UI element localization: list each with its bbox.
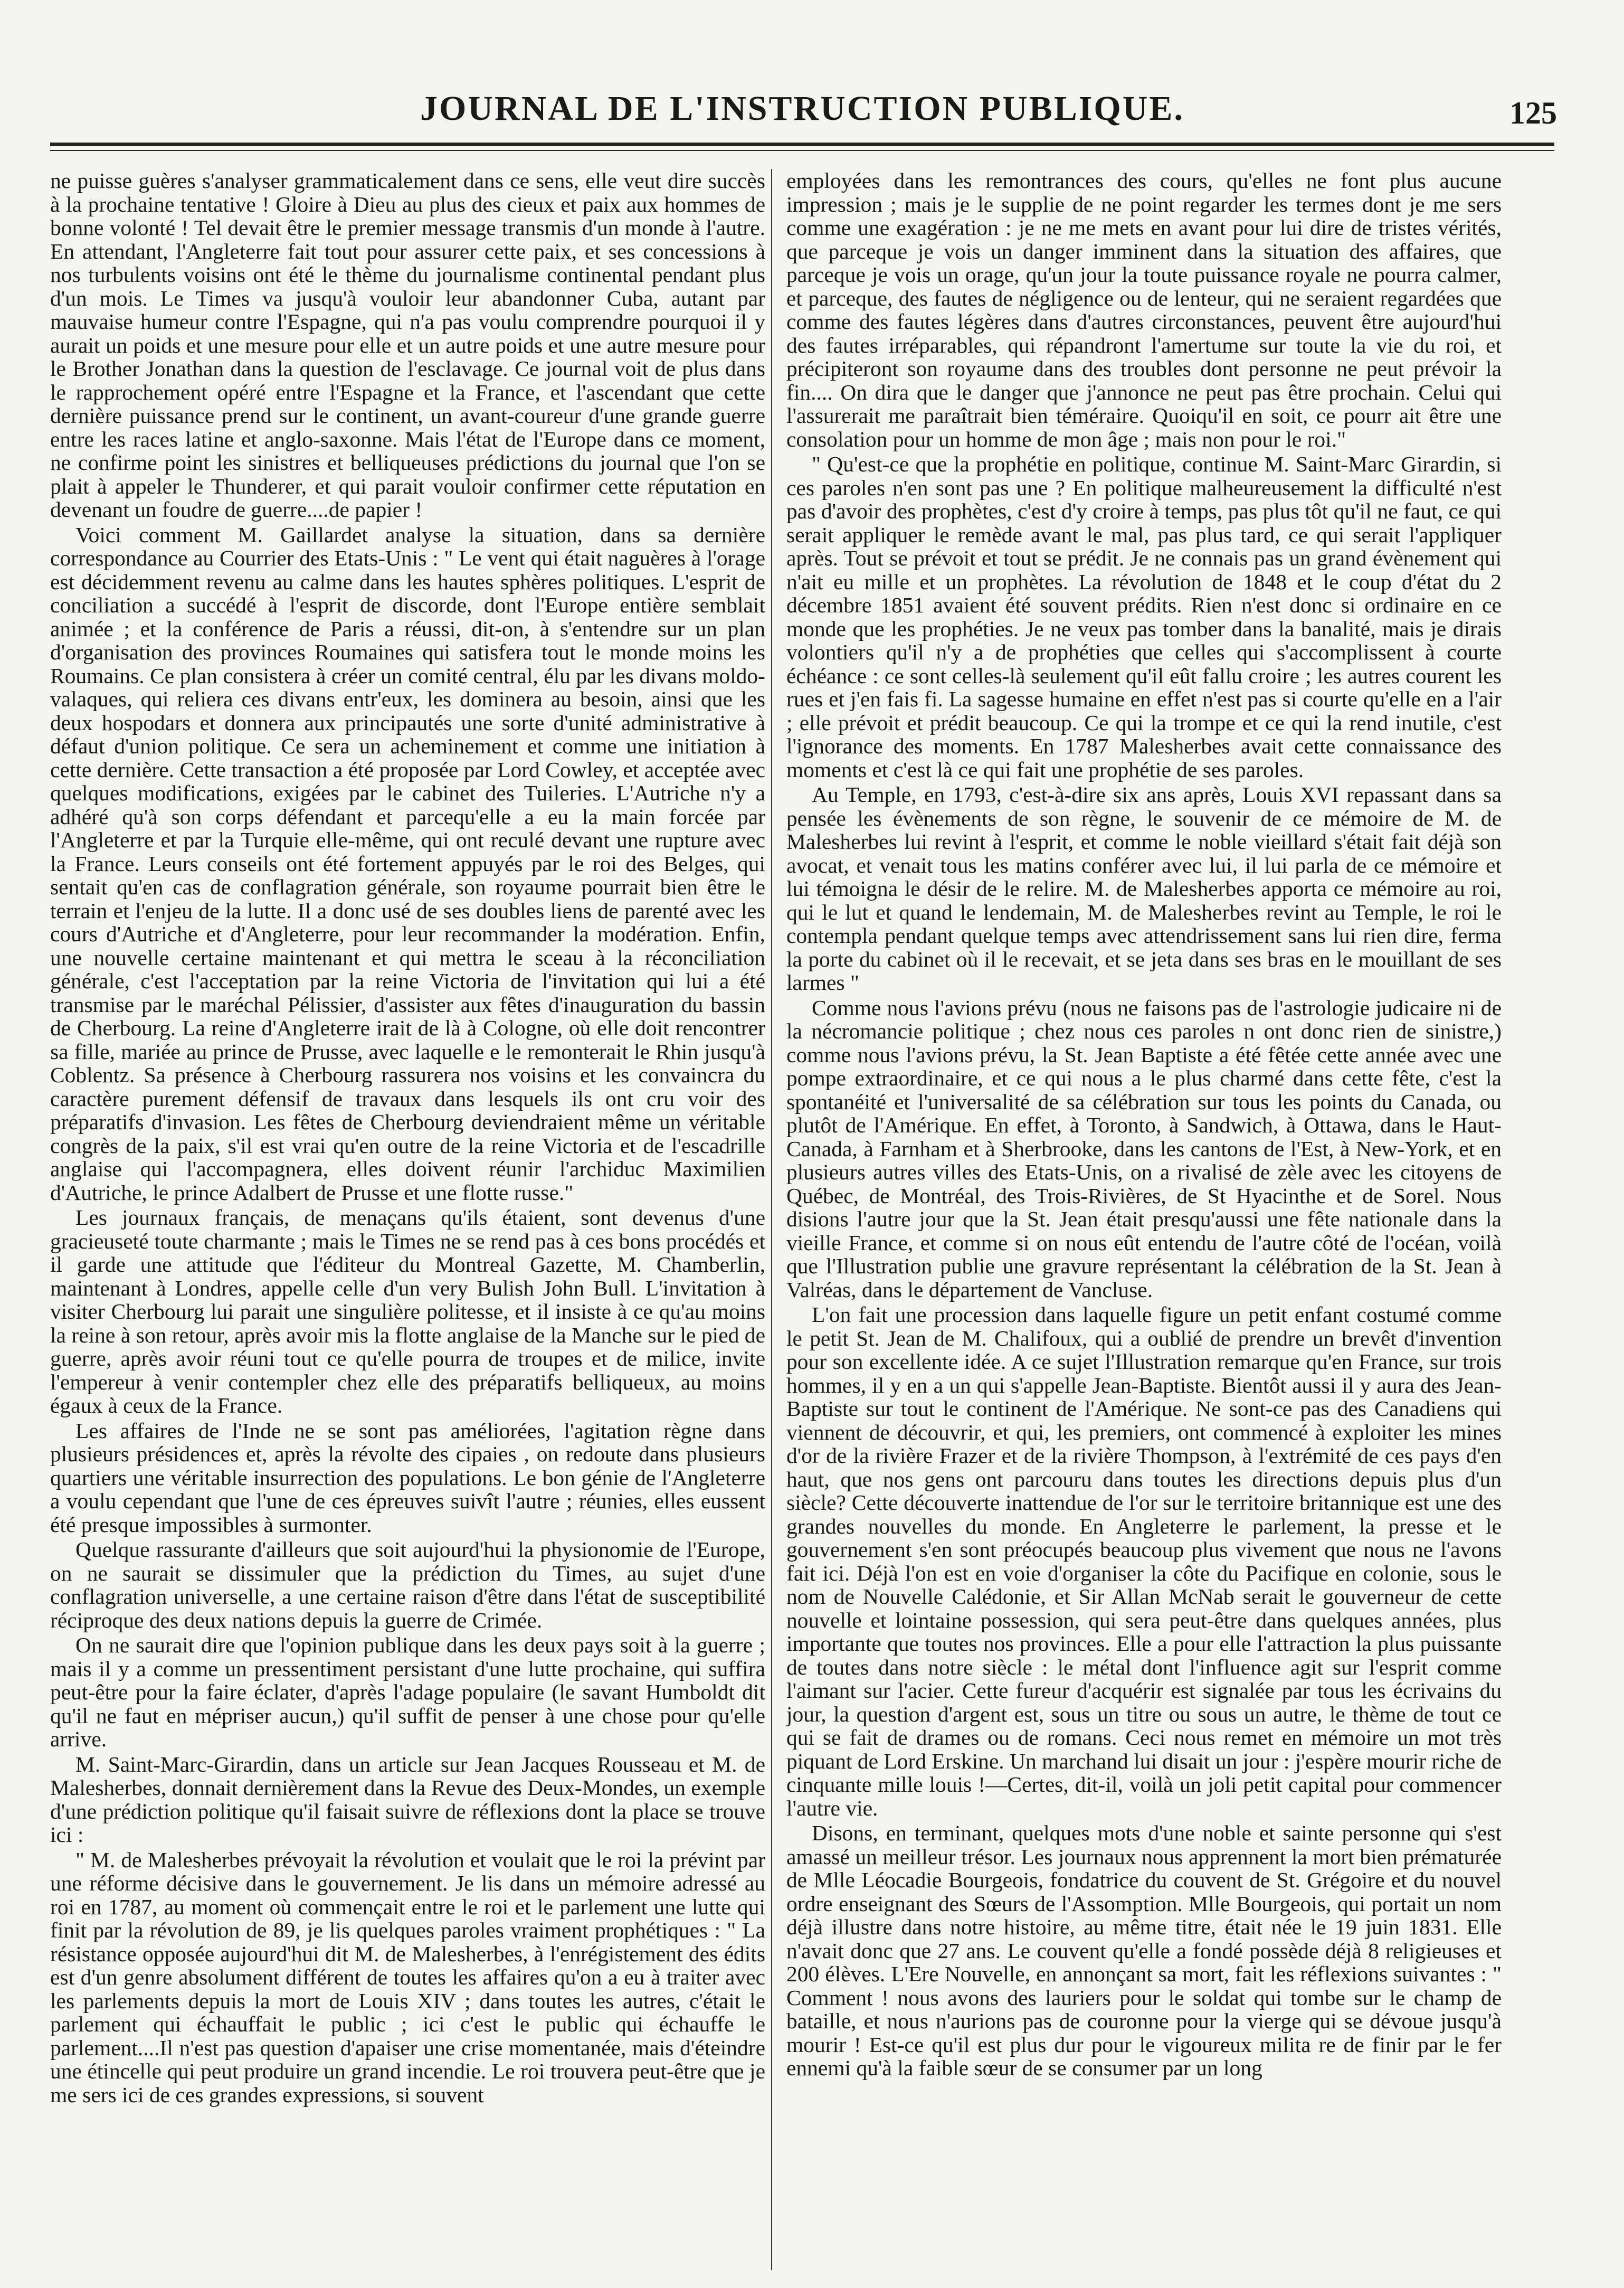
paragraph: On ne saurait dire que l'opinion publique dans les deux pays soit à la guerre ; mais il y a comme un pressentiment persistant d'une lutte prochaine, qui suffira peut-être pour la faire éclater, d'après l'adage populaire (le savant Humboldt dit qu'il ne faut en mépriser aucun,) qu'il suffit de penser à une chose pour qu'elle arrive. [50, 1633, 765, 1751]
paragraph: Les affaires de l'Inde ne se sont pas améliorées, l'agitation règne dans plusieurs présidences et, après la révolte des cipaies , on redoute dans plusieurs quartiers une véritable insurrection des populations. Le bon génie de l'Angleterre a voulu cependant que l'une de ces épreuves suivît l'autre ; réunies, elles eussent été presque impossibles à surmonter. [50, 1418, 765, 1537]
paragraph: Au Temple, en 1793, c'est-à-dire six ans après, Louis XVI repassant dans sa pensée les évènements de son règne, le souvenir de ce mémoire de M. de Malesherbes lui revint à l'esprit, et comme le noble vieillard s'était fait déjà son avocat, et venait tous les matins conférer avec lui, il lui parla de ce mémoire et lui témoigna le désir de le relire. M. de Malesherbes apporta ce mémoire au roi, qui le lut et quand le lendemain, M. de Malesherbes revint au Temple, le roi le contempla pendant quelque temps avec attendrissement sans lui rien dire, ferma la porte du cabinet où il le recevait, et se jeta dans ses bras en le mouillant de ses larmes " [786, 782, 1502, 995]
paragraph: M. Saint-Marc-Girardin, dans un article sur Jean Jacques Rousseau et M. de Malesherbes, donnait dernièrement dans la Revue des Deux-Mondes, un exemple d'une prédiction politique qu'il faisait suivre de réflexions dont la place se trouve ici : [50, 1752, 765, 1847]
paragraph: Comme nous l'avions prévu (nous ne faisons pas de l'astrologie judicaire ni de la nécromancie politique ; chez nous ces paroles n ont donc rien de sinistre,) comme nous l'avions prévu, la St. Jean Baptiste a été fêtée cette année avec une pompe extraordinaire, et ce qui nous a le plus charmé dans cette fête, c'est la spontanéité et l'universalité de sa célébration sur tous les points du Canada, ou plutôt de l'Amérique. En effet, à Toronto, à Sandwich, à Ottawa, dans le Haut-Canada, à Farnham et à Sherbrooke, dans les cantons de l'Est, à New-York, et en plusieurs autres villes des Etats-Unis, on a rivalisé de zèle avec les citoyens de Québec, de Montréal, des Trois-Rivières, de St Hyacinthe et de Sorel. Nous disions l'autre jour que la St. Jean était presqu'aussi une fête nationale dans la vieille France, et comme si on nous eût entendu de l'autre côté de l'océan, voilà que l'Illustration publie une gravure représentant la célébration de la St. Jean à Valréas, dans le département de Vancluse. [786, 995, 1502, 1302]
paragraph: ne puisse guères s'analyser grammaticalement dans ce sens, elle veut dire succès à la prochaine tentative ! Gloire à Dieu au plus des cieux et paix aux hommes de bonne volonté ! Tel devait être le premier message transmis d'un monde à l'autre. En attendant, l'Angleterre fait tout pour assurer cette paix, et ses concessions à nos turbulents voisins ont été le thème du journalisme continental pendant plus d'un mois. Le Times va jusqu'à vouloir leur abandonner Cuba, autant par mauvaise humeur contre l'Espagne, qui n'a pas voulu comprendre pourquoi il y aurait un poids et une mesure pour elle et un autre poids et une autre mesure pour le Brother Jonathan dans la question de l'esclavage. Ce journal voit de plus dans le rapprochement opéré entre l'Espagne et la France, et l'ascendant que cette dernière puissance prend sur le continent, un avant-coureur d'une grande guerre entre les races latine et anglo-saxonne. Mais l'état de l'Europe dans ce moment, ne confirme point les sinistres et belliqueuses prédictions du journal que l'on se plait à appeler le Thunderer, et qui parait vouloir confirmer cette réputation en devenant un foudre de guerre....de papier ! [50, 169, 765, 522]
paragraph: Disons, en terminant, quelques mots d'une noble et sainte personne qui s'est amassé un meilleur trésor. Les journaux nous apprennent la mort bien prématurée de Mlle Léocadie Bourgeois, fondatrice du couvent de St. Grégoire et du nouvel ordre enseignant des Sœurs de l'Assomption. Mlle Bourgeois, qui portait un nom déjà illustre dans notre histoire, au même titre, était née le 19 juin 1831. Elle n'avait donc que 27 ans. Le couvent qu'elle a fondé possède déjà 8 religieuses et 200 élèves. L'Ere Nouvelle, en annonçant sa mort, fait les réflexions suivantes : " Comment ! nous avons des lauriers pour le soldat qui tombe sur le champ de bataille, et nous n'aurions pas de couronne pour la vierge qui se dévoue jusqu'à mourir ! Est-ce qu'il est plus dur pour le vigoureux milita re de finir par le fer ennemi qu'à la faible sœur de se consumer par un long [786, 1821, 1502, 2080]
paragraph: employées dans les remontrances des cours, qu'elles ne font plus aucune impression ; mais je le supplie de ne point regarder les termes dont je me sers comme une exagération : je ne me mets en avant pour lui dire de tristes vérités, que parceque je vois un danger imminent dans la situation des affaires, que parceque je vois un orage, qu'un jour la toute puissance royale ne pourra calmer, et parceque, des fautes de négligence ou de lenteur, qui ne seraient regardées que comme des fautes légères dans d'autres circonstances, peuvent être aujourd'hui des fautes irréparables, qui répandront l'amertume sur toute la vie du roi, et précipiteront son royaume dans des troubles dont personne ne peut prévoir la fin.... On dira que le danger que j'annonce ne peut pas être prochain. Celui qui l'assurerait me paraîtrait bien téméraire. Quoiqu'il en soit, ce pourr ait être une consolation pour un homme de mon âge ; mais non pour le roi." [786, 169, 1502, 451]
header-rule-thin [50, 150, 1554, 151]
header-rule-thick [50, 143, 1554, 146]
page-header [50, 79, 1557, 143]
page-number: 125 [1509, 96, 1557, 130]
paragraph: Voici comment M. Gaillardet analyse la situation, dans sa dernière correspondance au Courrier des Etats-Unis : " Le vent qui était naguères à l'orage est décidemment revenu au calme dans les hautes sphères politiques. L'esprit de conciliation a succédé à l'esprit de discorde, dont l'Europe entière semblait animée ; et la conférence de Paris a réussi, dit-on, à s'entendre sur un plan d'organisation des provinces Roumaines qui satisfera tout le monde moins les Roumains. Ce plan consistera à créer un comité central, élu par les divans moldo-valaques, qui reliera ces divans entr'eux, les dominera au besoin, ainsi que les deux hospodars et donnera aux principautés une sorte d'unité administrative à défaut d'union politique. Ce sera un acheminement et comme une initiation à cette dernière. Cette transaction a été proposée par Lord Cowley, et acceptée avec quelques modifications, exigées par le cabinet des Tuileries. L'Autriche n'y a adhéré qu'à son corps défendant et parcequ'elle a eu la main forcée par l'Angleterre et par la Turquie elle-même, qui ont reculé devant une rupture avec la France. Leurs conseils ont été fortement appuyés par le roi des Belges, qui sentait qu'en cas de conflagration générale, son royaume pourrait bien être le terrain et l'enjeu de la lutte. Il a donc usé de ses doubles liens de parenté avec les cours d'Autriche et d'Angleterre, pour leur recommander la modération. Enfin, une nouvelle certaine maintenant et qui mettra le sceau à la réconciliation générale, c'est l'acceptation par la reine Victoria de l'invitation qui lui a été transmise par le maréchal Pélissier, d'assister aux fêtes d'inauguration du bassin de Cherbourg. La reine d'Angleterre irait de là à Cologne, où elle doit rencontrer sa fille, mariée au prince de Prusse, avec laquelle e le remonterait le Rhin jusqu'à Coblentz. Sa présence à Cherbourg rassurera nos voisins et les convaincra du caractère purement défensif de travaux dans lesquels ils ont cru voir des préparatifs d'invasion. Les fêtes de Cherbourg deviendraient même un véritable congrès de la paix, s'il est vrai qu'en outre de la reine Victoria et de l'escadrille anglaise qui l'accompagnera, elles doivent réunir l'archiduc Maximilien d'Autriche, le prince Adalbert de Prusse et une flotte russe." [50, 522, 765, 1205]
paragraph: Quelque rassurante d'ailleurs que soit aujourd'hui la physionomie de l'Europe, on ne saurait se dissimuler que la prédiction du Times, au sujet d'une conflagration universelle, a une certaine raison d'être dans l'état de susceptibilité réciproque des deux nations depuis la guerre de Crimée. [50, 1537, 765, 1632]
journal-title: JOURNAL DE L'INSTRUCTION PUBLIQUE. [420, 89, 1184, 128]
left-column [50, 169, 765, 2270]
right-column [786, 169, 1502, 2270]
paragraph: L'on fait une procession dans laquelle figure un petit enfant costumé comme le petit St. Jean de M. Chalifoux, qui a oublié de prendre un brevêt d'invention pour son excellente idée. A ce sujet l'Illustration remarque qu'en France, sur trois hommes, il y en a un qui s'appelle Jean-Baptiste. Bientôt aussi il y aura des Jean-Baptiste sur tout le continent de l'Amérique. Ne sont-ce pas des Canadiens qui viennent de découvrir, et qui, les premiers, ont commencé à exploiter les mines d'or de la rivière Frazer et de la rivière Thompson, à l'extrémité de ces pays d'en haut, que nos gens ont parcouru dans toutes les directions depuis plus d'un siècle? Cette découverte inattendue de l'or sur le territoire britannique est une des grandes nouvelles du monde. En Angleterre le parlement, la presse et le gouvernement s'en sont préocupés beaucoup plus vivement que nous ne l'avons fait ici. Déjà l'on est en voie d'organiser la côte du Pacifique en colonie, sous le nom de Nouvelle Calédonie, et Sir Allan McNab serait le gouverneur de cette nouvelle et lointaine possession, qui sera peut-être dans quelques années, plus importante que toutes nos provinces. Elle a pour elle l'attraction la plus puissante de toutes dans notre siècle : le métal dont l'influence agit sur l'esprit comme l'aimant sur l'acier. Cette fureur d'acquérir est signalée par tous les écrivains du jour, la question d'argent est, sous un titre ou sous un autre, le thème de tout ce qui se fait de drames ou de romans. Ceci nous remet en mémoire un mot très piquant de Lord Erskine. Un marchand lui disait un jour : j'espère mourir riche de cinquante mille louis !—Certes, dit-il, voilà un joli petit capital pour commencer l'autre vie. [786, 1302, 1502, 1820]
column-divider [771, 169, 772, 2270]
paragraph: " Qu'est-ce que la prophétie en politique, continue M. Saint-Marc Girardin, si ces paroles n'en sont pas une ? En politique malheureusement la difficulté n'est pas d'avoir des prophètes, c'est d'y croire à temps, pas plus tôt qu'il ne faut, ce qui serait appliquer le remède avant le mal, pas plus tard, ce qui serait l'appliquer après. Tout se prévoit et tout se prédit. Je ne connais pas un grand évènement qui n'ait eu mille et un prophètes. La révolution de 1848 et le coup d'état du 2 décembre 1851 avaient été souvent prédits. Rien n'est donc si ordinaire en ce monde que les prophéties. Je ne veux pas tomber dans la banalité, mais je dirais volontiers qu'il n'y a de prophéties que celles qui s'accomplissent à courte échéance : ce sont celles-là seulement qu'il eût fallu croire ; les autres courent les rues et j'en fais fi. La sagesse humaine en effet n'est pas si courte qu'elle en a l'air ; elle prévoit et prédit beaucoup. Ce qui la trompe et ce qui la rend inutile, c'est l'ignorance des moments. En 1787 Malesherbes avait cette connaissance des moments et c'est là ce qui fait une prophétie de ses paroles. [786, 452, 1502, 782]
paragraph: Les journaux français, de menaçans qu'ils étaient, sont devenus d'une gracieuseté toute charmante ; mais le Times ne se rend pas à ces bons procédés et il garde une attitude que l'éditeur du Montreal Gazette, M. Chamberlin, maintenant à Londres, appelle celle d'un very Bulish John Bull. L'invitation à visiter Cherbourg lui parait une singulière politesse, et il insiste à ce qu'au moins la reine à son retour, après avoir mis la flotte anglaise de la Manche sur le pied de guerre, après avoir réuni tout ce qu'elle pourra de troupes et de milice, invite l'empereur à venir contempler chez elle des préparatifs belliqueux, au moins égaux à ceux de la France. [50, 1205, 765, 1417]
paragraph: " M. de Malesherbes prévoyait la révolution et voulait que le roi la prévint par une réforme décisive dans le gouvernement. Je lis dans un mémoire adressé au roi en 1787, au moment où commençait entre le roi et le parlement une lutte qui finit par la révolution de 89, je lis quelques paroles vraiment prophétiques : " La résistance opposée aujourd'hui dit M. de Malesherbes, à l'enrégistement des édits est d'un genre absolument différent de toutes les affaires qu'on a eu à traiter avec les parlements depuis la mort de Louis XIV ; dans toutes les autres, c'était le parlement qui échauffait le public ; ici c'est le public qui échauffe le parlement....Il n'est pas question d'apaiser une crise momentanée, mais d'éteindre une étincelle qui peut produire un grand incendie. Le roi trouvera peut-être que je me sers ici de ces grandes expressions, si souvent [50, 1847, 765, 2107]
